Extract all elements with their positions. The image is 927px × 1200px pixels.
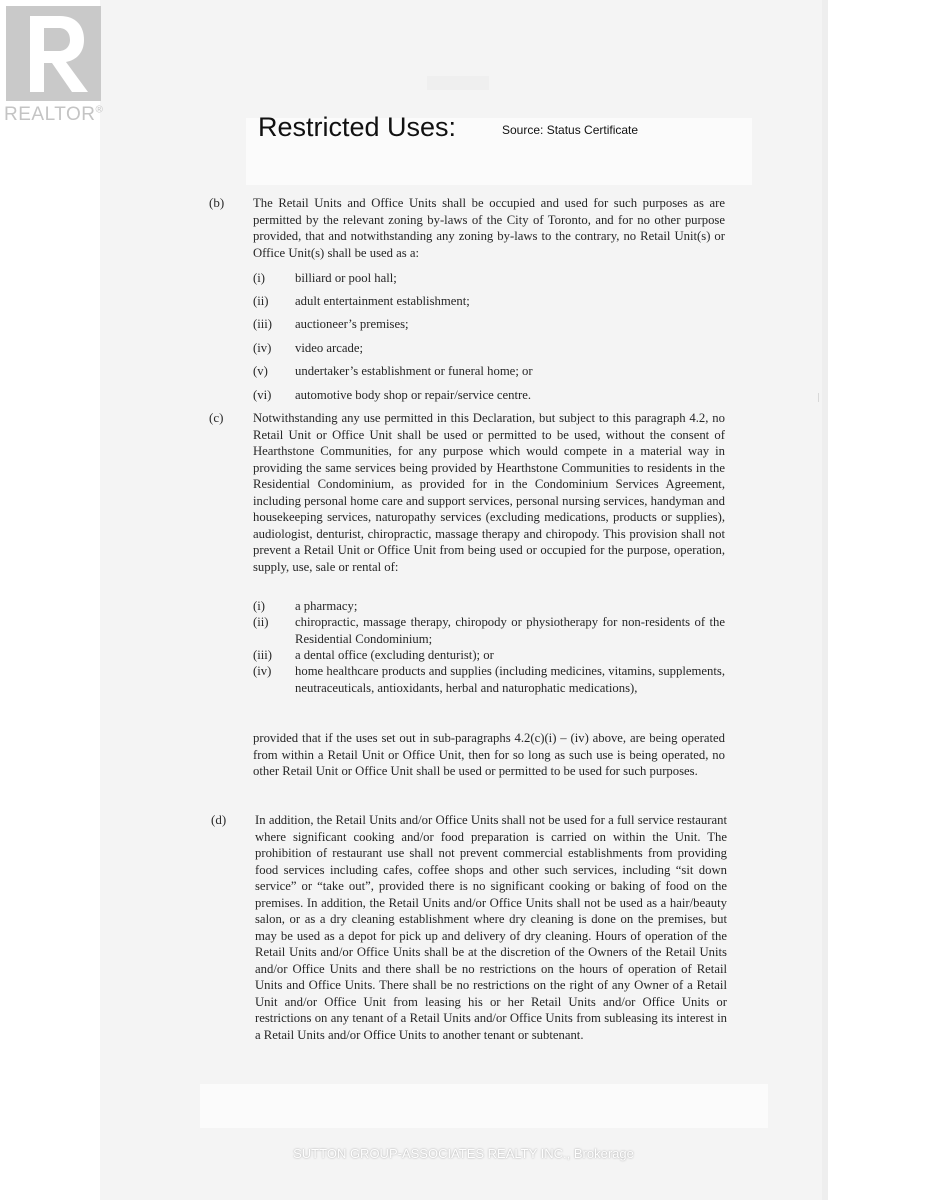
section-b-item-num: (i) (253, 271, 265, 285)
page-edge (822, 0, 828, 1200)
realtor-logo-text (4, 104, 103, 126)
realtor-logo-mark (6, 6, 101, 101)
scan-artifact (818, 393, 819, 402)
realtor-wordmark: REALTOR (4, 104, 96, 125)
section-d-text: In addition, the Retail Units and/or Office Units shall not be used for a full service restaurant where significant cooking and/or food preparation is carried on within the Unit. The prohibition of restaurant use shall not prevent commercial establishments from providing food services including cafes, coffee shops and other such services, including “sit down service” or “take out”, provided there is no significant cooking or baking of food on the premises. In addition, the Retail Units and/or Office Units shall not be used as a hair/beauty salon, or as a dry cleaning establishment where dry cleaning is done on the premises, but may be used as a depot for pick up and delivery of dry cleaning. Hours of operation of the Retail Units and/or Office Units shall be at the discretion of the Owners of the Retail Units and/or Office Units and there shall be no restrictions on the hours of operation of Retail Units and Office Units. There shall be no restrictions on the right of any Owner of a Retail Unit and/or Office Unit from leasing his or her Retail Units and/or Office Units or restrictions on any tenant of a Retail Units and/or Office Units from subleasing its interest in a Retail Units and/or Office Units to another tenant or subtenant. (255, 813, 727, 1042)
section-b-item-text: automotive body shop or repair/service centre. (295, 388, 532, 402)
brokerage-footer: SUTTON GROUP-ASSOCIATES REALTY INC., Brokerage (293, 1146, 634, 1161)
section-c-text: Notwithstanding any use permitted in this Declaration, but subject to this paragraph 4.2, no Retail Unit or Office Unit shall be used or permitted to be used, without the consent of Hearthstone Communities, for any purpose which would compete in a material way in providing the same services being provided by Hearthstone Communities to residents in the Residential Condominium, as provided for in the Condominium Services Agreement, including personal home care and support services, personal nursing services, handyman and housekeeping services, naturopathy services (excluding medications, products or supplies), audiologist, denturist, chiropractic, massage therapy and chiropody. This provision shall not prevent a Retail Unit or Office Unit from being used or occupied for the purpose, operation, supply, use, sale or rental of: (253, 411, 725, 574)
section-b-item-num: (iv) (253, 341, 272, 355)
section-b-text: The Retail Units and Office Units shall be occupied and used for such purposes as are permitted by the relevant zoning by-laws of the City of Toronto, and for no other purpose provided, that and notwithstanding any zoning by-laws to the contrary, no Retail Unit(s) or Office Unit(s) shall be used as a: (253, 196, 725, 260)
registered-mark: ® (95, 104, 104, 116)
section-b-item-text: auctioneer’s premises; (295, 317, 409, 331)
section-b-label: (b) (209, 195, 225, 210)
bottom-panel (200, 1084, 768, 1128)
section-c-item-text: chiropractic, massage therapy, chiropody or physiotherapy for non-residents of the Residential Condominium; (295, 615, 725, 646)
section-b-item-text: video arcade; (295, 341, 363, 355)
section-c-item-num: (iv) (253, 664, 272, 678)
section-b-item-text: undertaker’s establishment or funeral home; or (295, 364, 533, 378)
page-title: Restricted Uses: (258, 112, 457, 142)
section-b-item-num: (vi) (253, 388, 272, 402)
section-c-item-text: a pharmacy; (295, 599, 358, 613)
section-c-item-num: (iii) (253, 648, 273, 662)
realtor-logo (4, 6, 104, 131)
section-b-item-text: adult entertainment establishment; (295, 294, 470, 308)
scan-artifact (427, 76, 489, 90)
section-c-item-text: home healthcare products and supplies (including medicines, vitamins, supplements, neutraceuticals, antioxidants, herbal and naturophatic medications), (295, 664, 725, 695)
section-b-item-num: (iii) (253, 317, 273, 331)
section-b-item-num: (v) (253, 364, 268, 378)
section-c-item-num: (ii) (253, 615, 269, 629)
source-note: Source: Status Certificate (502, 123, 639, 137)
section-d-label: (d) (211, 812, 227, 827)
section-c-proviso: provided that if the uses set out in sub-paragraphs 4.2(c)(i) – (iv) above, are being operated from within a Retail Unit or Office Unit, then for so long as such use is being operated, no other Retail Unit or Office Unit shall be used or permitted to be used for such purposes. (253, 731, 725, 778)
section-c-label: (c) (209, 410, 224, 425)
section-b-item-text: billiard or pool hall; (295, 271, 397, 285)
section-c-item-text: a dental office (excluding denturist); or (295, 648, 494, 662)
section-b-item-num: (ii) (253, 294, 269, 308)
section-c-item-num: (i) (253, 599, 265, 613)
realtor-r-icon (6, 6, 101, 101)
